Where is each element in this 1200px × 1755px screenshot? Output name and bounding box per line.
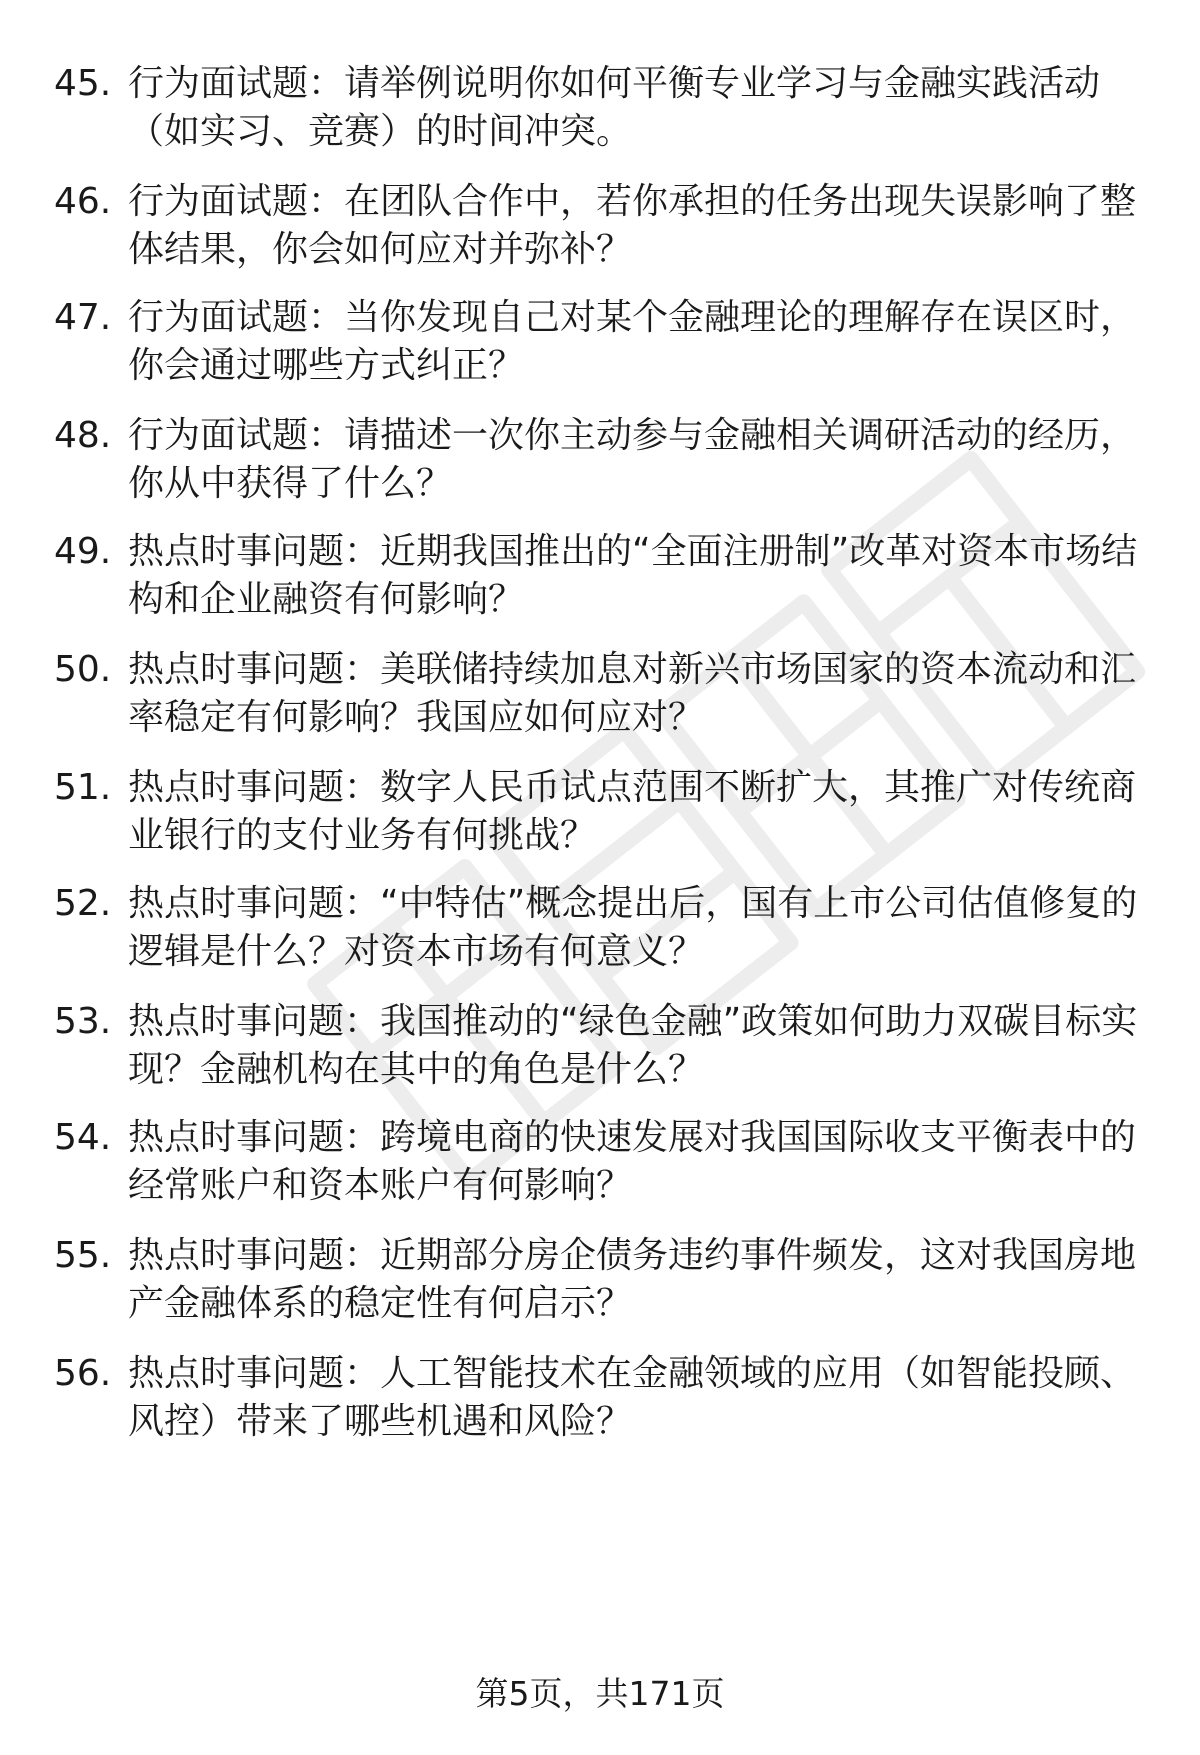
question-number: 51.: [54, 767, 112, 808]
question-number: 54.: [54, 1117, 112, 1158]
question-item: [54, 178, 1144, 274]
question-text: 热点时事问题：美联储持续加息对新兴市场国家的资本流动和汇率稳定有何影响？我国应如何应对？: [128, 649, 1137, 738]
question-text: 行为面试题：请描述一次你主动参与金融相关调研活动的经历，你从中获得了什么？: [128, 415, 1137, 504]
question-item: [54, 412, 1144, 508]
question-number: 48.: [54, 415, 112, 456]
question-text: 行为面试题：当你发现自己对某个金融理论的理解存在误区时，你会通过哪些方式纠正？: [128, 297, 1137, 386]
question-item: [54, 1114, 1144, 1210]
page-footer: 第5页，共171页: [475, 1674, 725, 1713]
question-text: 热点时事问题：我国推动的“绿色金融”政策如何助力双碳目标实现？金融机构在其中的角色是什么？: [128, 1001, 1138, 1090]
question-text: 行为面试题：在团队合作中，若你承担的任务出现失误影响了整体结果，你会如何应对并弥补？: [128, 181, 1137, 270]
question-item: [54, 528, 1144, 624]
question-text: 热点时事问题：跨境电商的快速发展对我国国际收支平衡表中的经常账户和资本账户有何影响？: [128, 1117, 1137, 1206]
question-item: [54, 880, 1144, 976]
question-number: 47.: [54, 297, 112, 338]
question-text: 热点时事问题：人工智能技术在金融领域的应用（如智能投顾、风控）带来了哪些机遇和风险？: [128, 1353, 1137, 1442]
question-item: [54, 646, 1144, 742]
question-item: [54, 60, 1144, 156]
question-text: 热点时事问题：数字人民币试点范围不断扩大，其推广对传统商业银行的支付业务有何挑战？: [128, 767, 1137, 856]
question-number: 49.: [54, 531, 112, 572]
question-text: 热点时事问题：近期我国推出的“全面注册制”改革对资本市场结构和企业融资有何影响？: [128, 531, 1138, 620]
question-item: [54, 1350, 1144, 1446]
question-number: 55.: [54, 1235, 112, 1276]
question-number: 56.: [54, 1353, 112, 1394]
question-number: 46.: [54, 181, 112, 222]
question-text: 行为面试题：请举例说明你如何平衡专业学习与金融实践活动（如实习、竞赛）的时间冲突。: [128, 63, 1101, 152]
question-item: [54, 998, 1144, 1094]
question-text: 热点时事问题：近期部分房企债务违约事件频发，这对我国房地产金融体系的稳定性有何启示？: [128, 1235, 1137, 1324]
question-number: 50.: [54, 649, 112, 690]
question-number: 45.: [54, 63, 112, 104]
question-text: 热点时事问题：“中特估”概念提出后，国有上市公司估值修复的逻辑是什么？对资本市场有何意义？: [128, 883, 1138, 972]
question-item: [54, 1232, 1144, 1328]
question-number: 53.: [54, 1001, 112, 1042]
question-item: [54, 764, 1144, 860]
question-number: 52.: [54, 883, 112, 924]
question-item: [54, 294, 1144, 390]
